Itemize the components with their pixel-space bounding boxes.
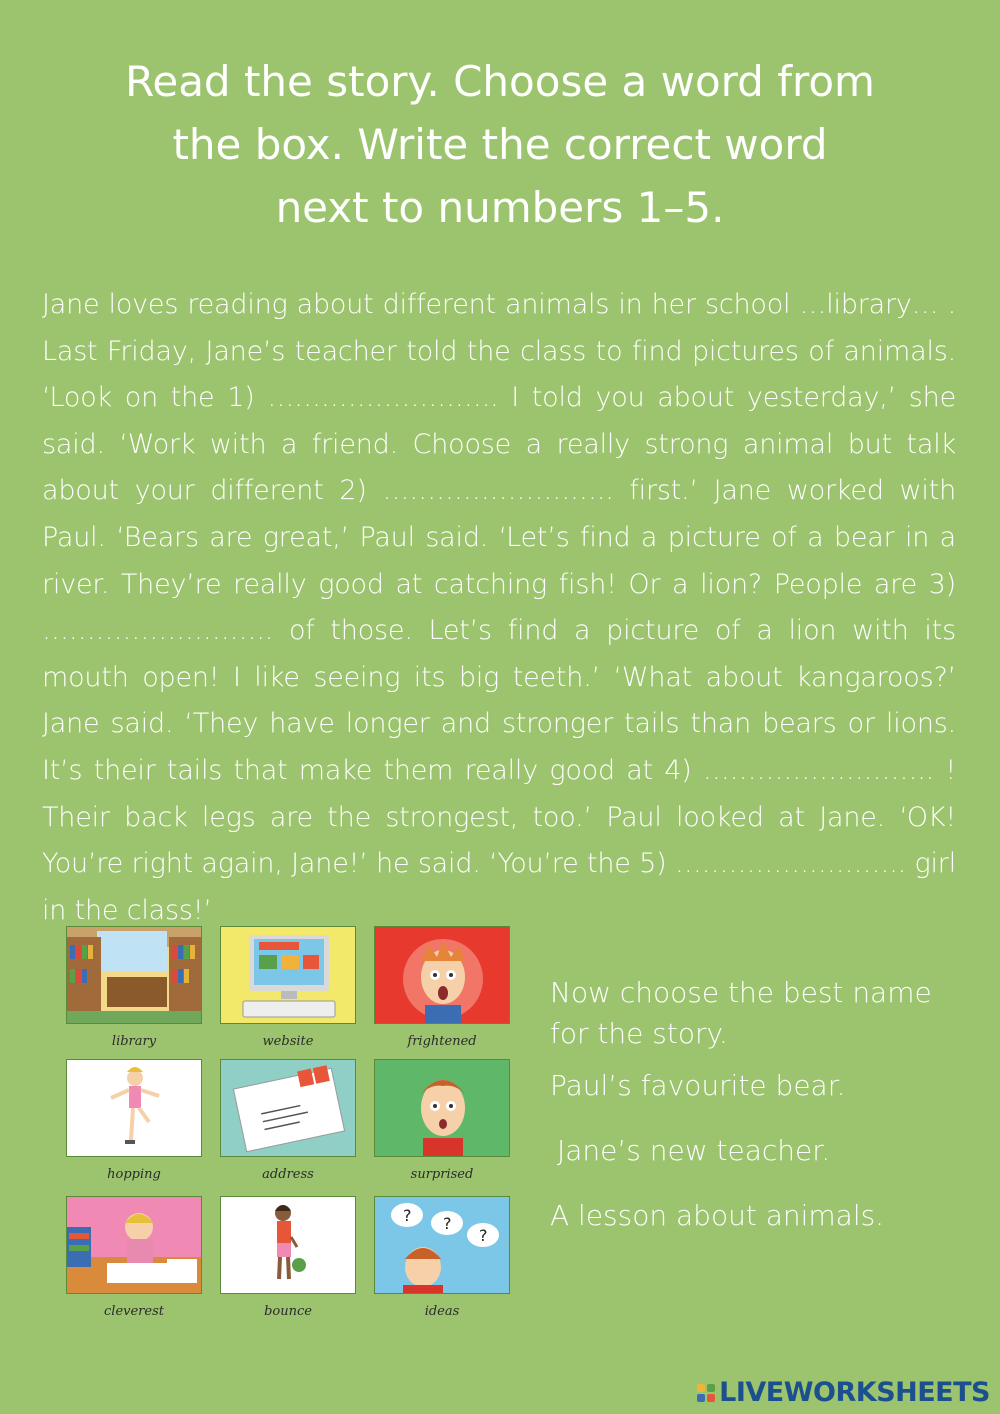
- word-box: [66, 926, 516, 1329]
- word-card-frightened: [374, 926, 510, 1059]
- cleverest-picture: [66, 1196, 202, 1294]
- address-picture: [220, 1059, 356, 1157]
- answer-option-3[interactable]: A lesson about animals.: [550, 1199, 885, 1232]
- title-line-3: next to numbers 1–5.: [275, 183, 725, 232]
- word-label: hopping: [107, 1167, 161, 1182]
- frightened-picture: [374, 926, 510, 1024]
- instructions-title: [60, 50, 940, 239]
- website-picture: [220, 926, 356, 1024]
- word-label: bounce: [264, 1304, 312, 1319]
- word-row: [66, 1059, 516, 1192]
- story-text: Jane loves reading about different animals in her school …library… . Last Friday, Jane’s teacher told the class to find pictures of animals. ‘Look on the 1) …………………….. I told you about yesterday,’ she said. ‘Work with a friend. Choose a really strong animal but talk about your different 2) …………………….. first.’ Jane worked with Paul. ‘Bears are great,’ Paul said. ‘Let’s find a picture of a bear in a river. They’re really good at catching fish! Or a lion? People are 3) …………………….. of those. Let’s find a picture of a lion with its mouth open! I like seeing its big teeth.’ ‘What about kangaroos?’ Jane said. ‘They have longer and stronger tails than bears or lions. It’s their tails that make them really good at 4) …………………….. ! Their back legs are the strongest, too.’ Paul looked at Jane. ‘OK! You’re right again, Jane!’ he said. ‘You’re the 5) …………………….. girl in the class!’: [42, 289, 956, 926]
- hopping-picture: [66, 1059, 202, 1157]
- word-label: website: [262, 1034, 314, 1049]
- svg-text:?: ?: [403, 1206, 412, 1225]
- liveworksheets-logo: [697, 1377, 990, 1408]
- logo-icon: [697, 1384, 715, 1402]
- word-label: cleverest: [104, 1304, 164, 1319]
- library-picture: [66, 926, 202, 1024]
- brand-name: LIVEWORKSHEETS: [719, 1377, 990, 1408]
- question-text: Now choose the best name for the story.: [550, 976, 932, 1050]
- word-card-bounce: [220, 1196, 356, 1329]
- answer-option-2[interactable]: Jane’s new teacher.: [557, 1134, 831, 1167]
- answer-option-1[interactable]: Paul’s favourite bear.: [550, 1069, 846, 1102]
- word-label: surprised: [410, 1167, 474, 1182]
- word-card-cleverest: [66, 1196, 202, 1329]
- ideas-picture: [374, 1196, 510, 1294]
- word-row: [66, 926, 516, 1059]
- title-line-1: Read the story. Choose a word from: [125, 57, 875, 106]
- word-card-library: [66, 926, 202, 1059]
- word-card-hopping: [66, 1059, 202, 1192]
- surprised-picture: [374, 1059, 510, 1157]
- word-row: [66, 1196, 516, 1329]
- svg-text:?: ?: [443, 1214, 452, 1233]
- word-label: address: [262, 1167, 314, 1182]
- bounce-picture: [220, 1196, 356, 1294]
- svg-text:?: ?: [479, 1226, 488, 1245]
- word-label: frightened: [407, 1034, 477, 1049]
- word-card-address: [220, 1059, 356, 1192]
- word-label: library: [111, 1034, 157, 1049]
- title-line-2: the box. Write the correct word: [172, 120, 828, 169]
- word-card-ideas: [374, 1196, 510, 1329]
- word-label: ideas: [424, 1304, 460, 1319]
- word-card-surprised: [374, 1059, 510, 1192]
- word-card-website: [220, 926, 356, 1059]
- title-question: [550, 972, 970, 1261]
